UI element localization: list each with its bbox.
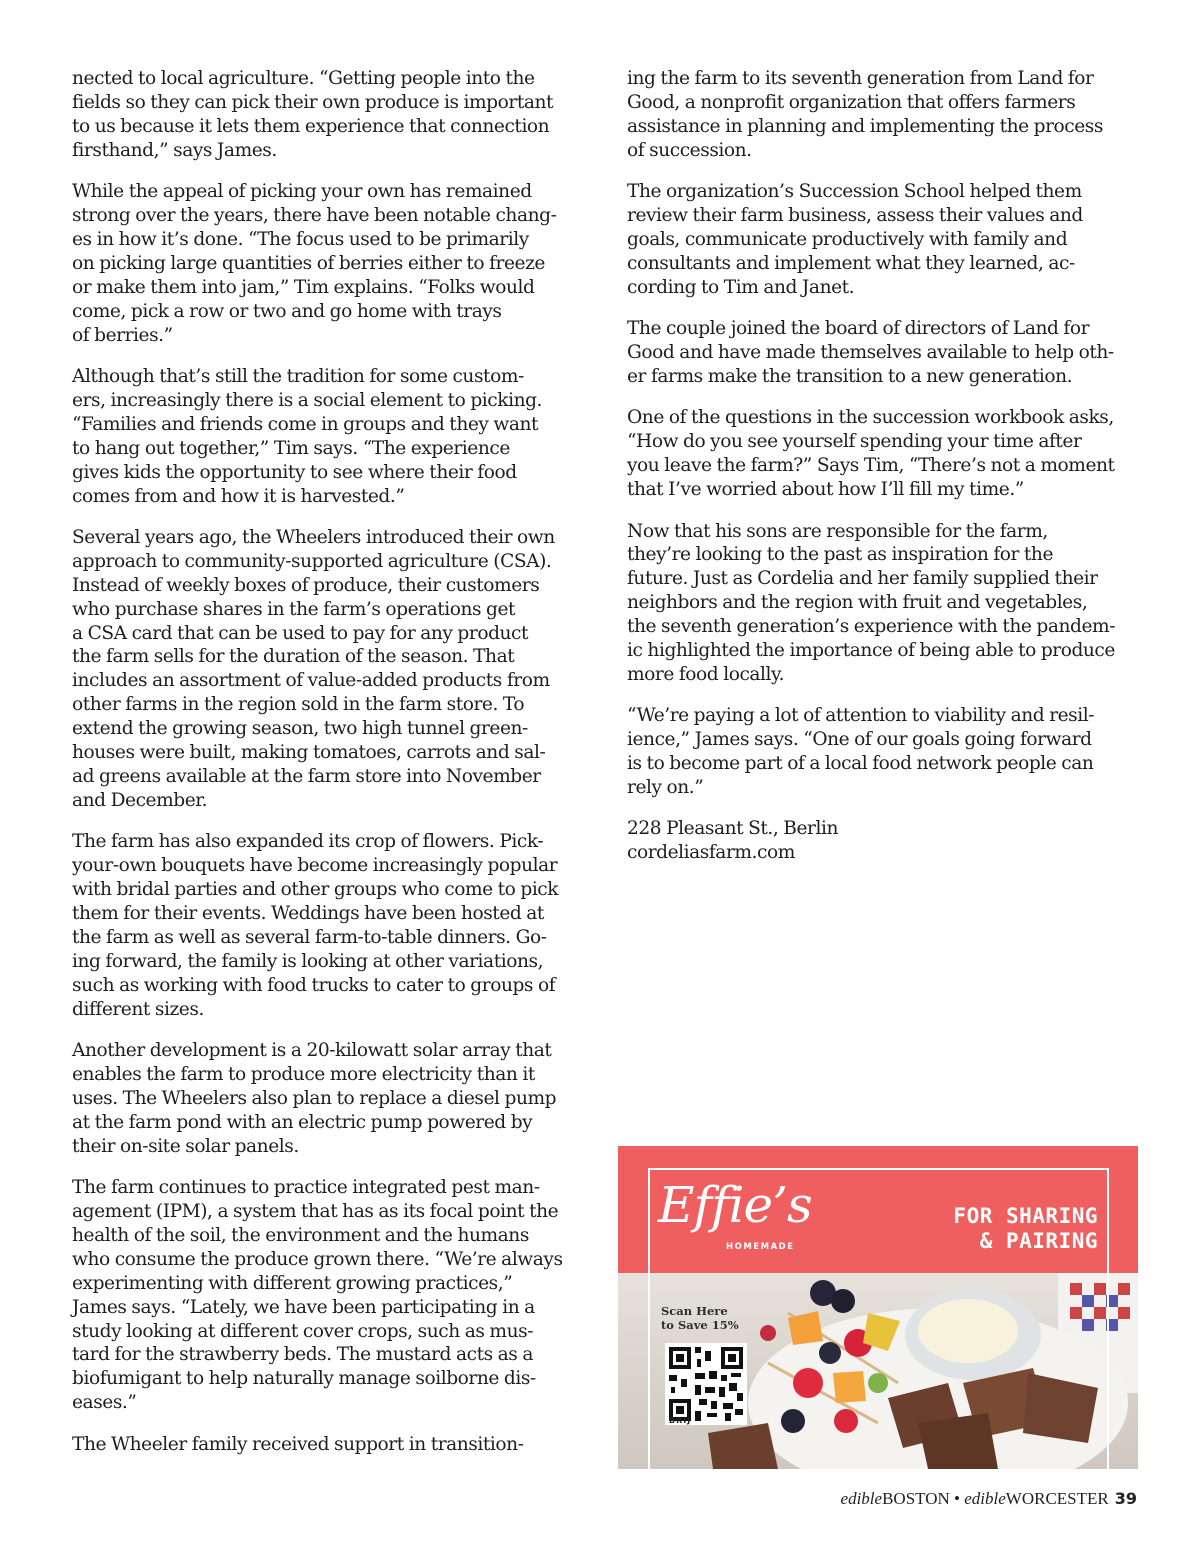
page-number: 39 [1114, 1489, 1137, 1508]
paragraph: While the appeal of picking your own has remained strong over the years, there have been notable chang- es in how it’s done. “The focus used to be primarily on picking large quantities of berries either to freeze or make them into jam,” Tim explains. “Folks would come, pick a row or two and go home with trays of berries.” [72, 181, 557, 346]
footer-edible-1: edible [840, 1489, 883, 1508]
tagline-line-2: & PAIRING [979, 1229, 1098, 1253]
qr-code[interactable] [665, 1343, 747, 1425]
qr-label: BRIJ [669, 1416, 692, 1425]
brand-subtitle: HOMEMADE [726, 1242, 795, 1252]
paragraph: Several years ago, the Wheelers introduced their own approach to community-supported agriculture (CSA). Instead of weekly boxes of produce, their customers who purchase shares in the farm’s operations get a CSA card that can be used to pay for any product the farm sells for the duration of the season. That includes an assortment of value-added products from other farms in the region sold in the farm store. To extend the growing season, two high tunnel green- houses were built, making tomatoes, carrots and sal- ad greens available at the farm store into November and December. [72, 526, 555, 811]
qr-code-icon [665, 1343, 747, 1425]
paragraph: ing the farm to its seventh generation from Land for Good, a nonprofit organization that offers farmers assistance in planning and implementing the process of succession. [627, 68, 1103, 161]
effies-logo [658, 1176, 818, 1270]
paragraph: Another development is a 20-kilowatt solar array that enables the farm to produce more electricity than it uses. The Wheelers also plan to replace a diesel pump at the farm pond with an electric pump powered by their on-site solar panels. [72, 1040, 557, 1157]
article-column-right [627, 67, 1147, 883]
footer-separator: • [949, 1489, 965, 1508]
paragraph: The farm continues to practice integrated pest man- agement (IPM), a system that has as its focal point the health of the soil, the environment and the humans who consume the produce grown there. “We’re always experimenting with different growing practices,” James says. “Lately, we have been participating in a study looking at different cover crops, such as mus- tard for the strawberry beds. The mustard acts as a biofumigant to help naturally manage soilborne dis- eases.” [72, 1177, 563, 1414]
paragraph: “We’re paying a lot of attention to viability and resil- ience,” James says. “One of our goals going forward is to become part of a local food network people can rely on.” [627, 705, 1095, 799]
paragraph: The couple joined the board of directors of Land for Good and have made themselves available to help oth- er farms make the transition to a new generation. [627, 318, 1114, 387]
scan-line-2: to Save 15% [661, 1318, 739, 1332]
scan-prompt [661, 1304, 751, 1332]
ad-tagline [953, 1204, 1098, 1254]
paragraph: The farm has also expanded its crop of flowers. Pick- your-own bouquets have become increasingly popular with bridal parties and other groups who come to pick them for their events. Weddings have been hosted at the farm as well as several farm-to-table dinners. Go- ing forward, the family is looking at other variations, such as working with food trucks to cater to groups of different sizes. [72, 831, 559, 1020]
brand-name: Effie’s [658, 1176, 812, 1234]
paragraph: The Wheeler family received support in transition- [72, 1433, 524, 1455]
page-footer [841, 1489, 1137, 1509]
paragraph: Although that’s still the tradition for some custom- ers, increasingly there is a social element to picking. “Families and friends come in groups and they want to hang out together,” Tim says. “The experience gives kids the opportunity to see where their food comes from and how it is harvested.” [72, 365, 543, 507]
footer-edible-2: edible [964, 1489, 1006, 1508]
footer-city-2: WORCESTER [1005, 1489, 1109, 1508]
paragraph: One of the questions in the succession workbook asks, “How do you see yourself spending your time after you leave the farm?” Says Tim, “There’s not a moment that I’ve worried about how I’ll fill my time.” [627, 407, 1115, 501]
paragraph: The organization’s Succession School helped them review their farm business, assess their values and goals, communicate productively with family and consultants and implement what they learned, ac- cording to Tim and Janet. [627, 181, 1083, 298]
tagline-line-1: FOR SHARING [953, 1204, 1098, 1228]
article-column-left [72, 67, 587, 1474]
scan-line-1: Scan Here [661, 1304, 728, 1318]
paragraph: Now that his sons are responsible for the farm, they’re looking to the past as inspiration for the future. Just as Cordelia and her family supplied their neighbors and the region with fruit and vegetables, the seventh generation’s experience with the pandem- ic highlighted the importance of being able to produce more food locally. [627, 520, 1116, 685]
contact-info: 228 Pleasant St., Berlin cordeliasfarm.com [627, 818, 838, 864]
effies-advertisement[interactable] [618, 1146, 1138, 1469]
paragraph: nected to local agriculture. “Getting people into the fields so they can pick their own produce is important to us because it lets them experience that connection firsthand,” says James. [72, 68, 554, 161]
footer-city-1: BOSTON [882, 1489, 950, 1508]
